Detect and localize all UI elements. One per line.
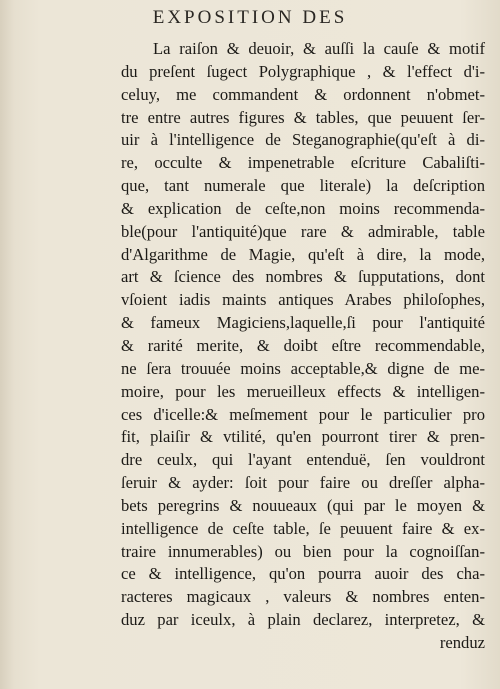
text-line: ne ſera trouuée moins acceptable,& digne de me- bbox=[121, 358, 485, 378]
text-line: racteres magicaux , valeurs & nombres enten- bbox=[121, 587, 485, 607]
text-line: du preſent ſugect Polygraphique , & l'effect d'i- bbox=[121, 61, 485, 81]
text-line: vſoient iadis maints antiques Arabes philoſophes, bbox=[121, 290, 485, 310]
text-line: & explication de ceſte,non moins recommenda- bbox=[121, 198, 485, 218]
text-line: art & ſcience des nombres & ſupputations, dont bbox=[121, 267, 485, 287]
text-line: renduz bbox=[439, 632, 485, 652]
text-line: traire innumerables) ou bien pour la cognoiſſan- bbox=[121, 541, 485, 561]
text-line: que, tant numerale que literale) la deſcription bbox=[121, 176, 485, 196]
text-line: fit, plaiſir & vtilité, qu'en pourront tirer & pren- bbox=[121, 427, 485, 447]
text-line: La raiſon & deuoir, & auſſi la cauſe & motif bbox=[153, 39, 485, 58]
text-line: intelligence de ceſte table, ſe peuuent faire & ex- bbox=[121, 518, 485, 538]
text-line: ſeruir & ayder: ſoit pour faire ou dreſſer alpha- bbox=[121, 473, 485, 493]
text-line: moire, pour les merueilleux effects & intelligen- bbox=[121, 381, 485, 401]
text-line: d'Algarithme de Magie, qu'eſt à dire, la mode, bbox=[121, 244, 485, 264]
text-line: uir à l'intelligence de Steganographie(qu'eſt à di- bbox=[121, 130, 485, 150]
text-line: ces d'icelle:& meſmement pour le particulier pro bbox=[121, 404, 485, 424]
text-line: bets peregrins & nouueaux (qui par le moyen & bbox=[121, 495, 485, 515]
text-line: re, occulte & impenetrable eſcriture Cabaliſti- bbox=[121, 153, 485, 173]
text-line: ble(pour l'antiquité)que rare & admirable, table bbox=[121, 221, 485, 241]
text-line: ce & intelligence, qu'on pourra auoir des cha- bbox=[121, 564, 485, 584]
text-line: tre entre autres figures & tables, que peuuent ſer- bbox=[121, 107, 485, 127]
running-title: EXPOSITION DES bbox=[152, 7, 348, 28]
text-line: & fameux Magiciens,laquelle,ſi pour l'antiquité bbox=[121, 313, 485, 333]
body-text bbox=[121, 38, 485, 655]
text-line: dre ceulx, qui l'ayant entenduë, ſen vouldront bbox=[121, 450, 485, 470]
text-line: & rarité merite, & doibt eſtre recommendable, bbox=[121, 335, 485, 355]
text-line: celuy, me commandent & ordonnent n'obmet- bbox=[121, 84, 485, 104]
text-line: duz par iceulx, à plain declarez, interpretez, & bbox=[121, 610, 485, 630]
